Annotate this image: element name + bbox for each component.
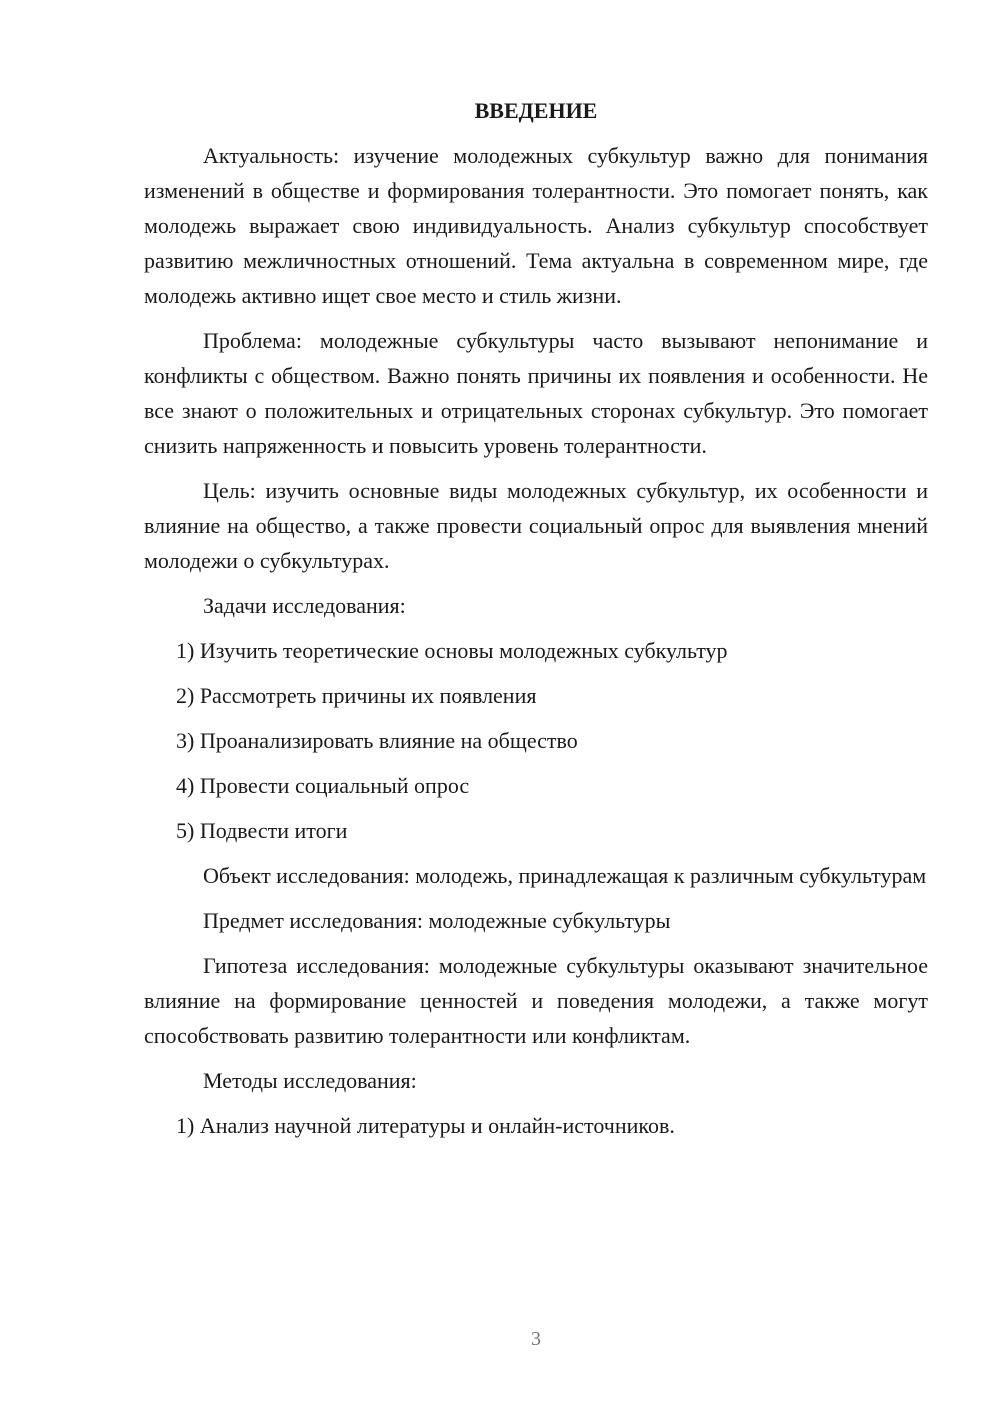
tasks-heading: Задачи исследования:: [203, 593, 406, 618]
hypothesis-paragraph: Гипотеза исследования: молодежные субкультуры оказывают значительное влияние на формирование ценностей и поведения молодежи, а также могут способствовать развитию толерантности или конфликтам.: [144, 953, 928, 1048]
problem-paragraph: Проблема: молодежные субкультуры часто вызывают непонимание и конфликты с обществом. Важно понять причины их появления и особенности. Не все знают о положительных и отрицательных сторонах субкультур. Это помогает снизить напряженность и повысить уровень толерантности.: [144, 328, 928, 458]
list-item: 5) Подвести итоги: [176, 818, 348, 843]
page-number: 3: [531, 1328, 541, 1350]
list-item: 2) Рассмотреть причины их появления: [176, 683, 537, 708]
page-content: [144, 96, 928, 1153]
subject-paragraph: Предмет исследования: молодежные субкультуры: [203, 908, 671, 933]
list-item: 3) Проанализировать влияние на общество: [176, 728, 578, 753]
list-item: 1) Анализ научной литературы и онлайн-источников.: [176, 1113, 675, 1138]
list-item: 4) Провести социальный опрос: [176, 773, 470, 798]
methods-list: [144, 1108, 928, 1143]
goal-paragraph: Цель: изучить основные виды молодежных субкультур, их особенности и влияние на общество, а также провести социальный опрос для выявления мнений молодежи о субкультурах.: [144, 478, 928, 573]
page-title: ВВЕДЕНИЕ: [474, 98, 598, 123]
methods-heading: Методы исследования:: [203, 1068, 417, 1093]
relevance-paragraph: Актуальность: изучение молодежных субкультур важно для понимания изменений в обществе и формирования толерантности. Это помогает понять, как молодежь выражает свою индивидуальность. Анализ субкультур способствует развитию межличностных отношений. Тема актуальна в современном мире, где молодежь активно ищет свое место и стиль жизни.: [144, 143, 928, 308]
list-item: 1) Изучить теоретические основы молодежных субкультур: [176, 638, 728, 663]
object-paragraph: Объект исследования: молодежь, принадлежащая к различным субкультурам: [203, 863, 927, 888]
tasks-list: [144, 633, 928, 848]
